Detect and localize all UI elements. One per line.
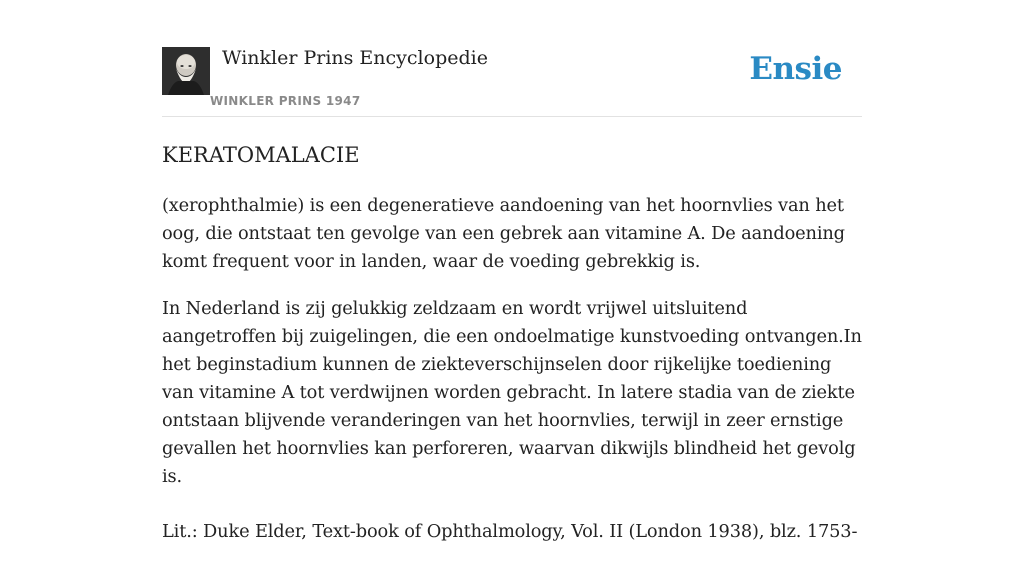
article-header: [162, 0, 862, 117]
article-paragraph: (xerophthalmie) is een degeneratieve aandoening van het hoornvlies van het oog, die ontstaat ten gevolge van een gebrek aan vitamine A. De aandoening komt frequent voor in landen, waar de voeding gebrekkig is.: [162, 195, 845, 272]
brand-logo-link[interactable]: Ensie: [749, 51, 842, 87]
article-title: KERATOMALACIE: [162, 143, 360, 167]
literature-reference: Lit.: Duke Elder, Text-book of Ophthalmology, Vol. II (London 1938), blz. 1753-: [162, 521, 858, 542]
source-title-link[interactable]: Winkler Prins Encyclopedie: [222, 47, 488, 69]
edition-label: WINKLER PRINS 1947: [210, 94, 361, 108]
article-paragraph: In Nederland is zij gelukkig zeldzaam en wordt vrijwel uitsluitend aangetroffen bij zuigelingen, die een ondoelmatige kunstvoeding ontvangen.In het beginstadium kunnen de ziekteverschijnselen door rijkelijke toediening van vitamine A tot verdwijnen worden gebracht. In latere stadia van de ziekte ontstaan blijvende veranderingen van het hoornvlies, terwijl in zeer ernstige gevallen het hoornvlies kan perforeren, waarvan dikwijls blindheid het gevolg is.: [162, 298, 862, 487]
bearded-man-portrait-icon: [162, 47, 210, 95]
article-body: [162, 192, 862, 565]
author-avatar[interactable]: [162, 47, 210, 95]
article-page: [162, 0, 862, 542]
